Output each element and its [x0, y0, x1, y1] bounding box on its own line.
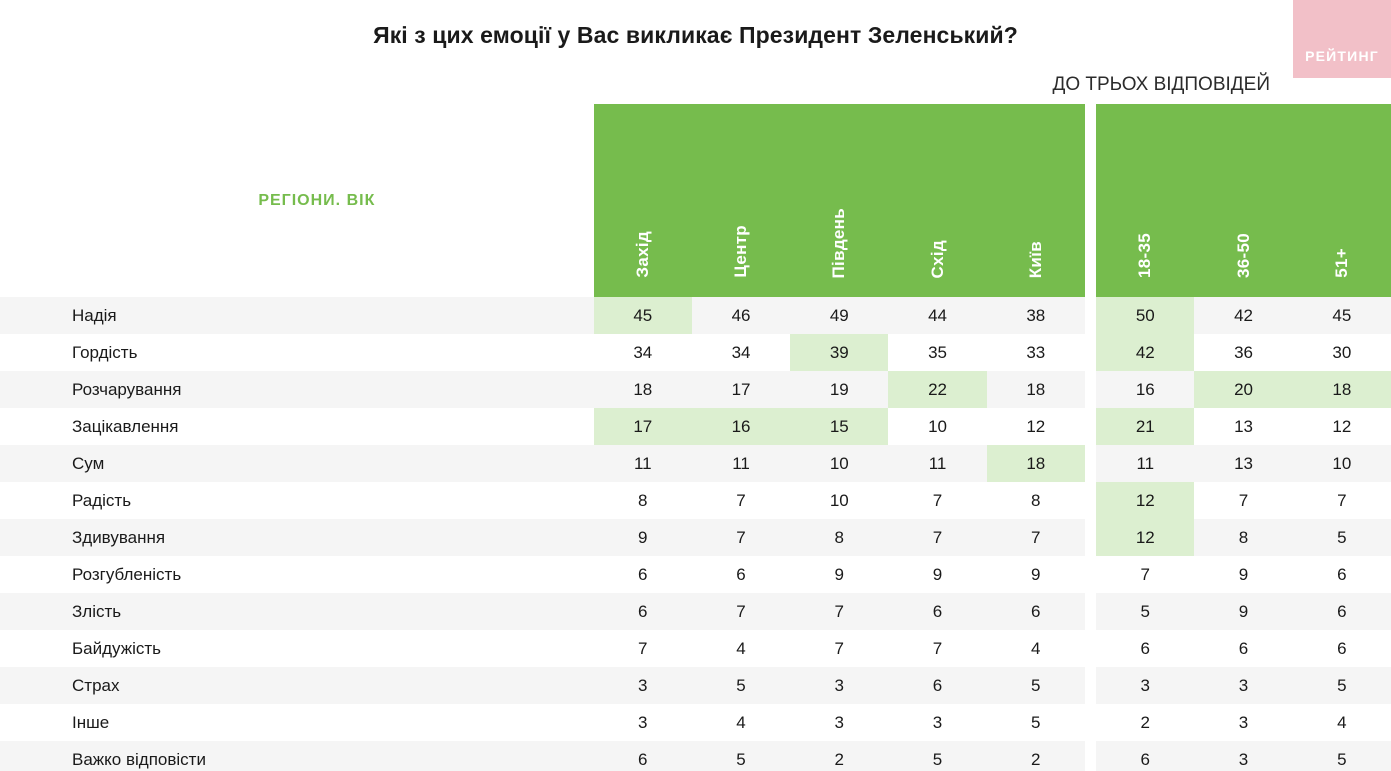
table-cell: 10 — [790, 445, 888, 482]
table-cell: 8 — [594, 482, 692, 519]
row-label: Сум — [0, 445, 594, 482]
table-cell: 12 — [1096, 482, 1194, 519]
table-cell: 7 — [987, 519, 1085, 556]
table-cell: 7 — [790, 630, 888, 667]
column-header-4 — [888, 104, 986, 297]
table-cell: 39 — [790, 334, 888, 371]
row-label: Інше — [0, 704, 594, 741]
table-row — [0, 482, 1391, 519]
table-cell: 3 — [790, 667, 888, 704]
column-group-gap — [1085, 741, 1096, 771]
column-group-gap — [1085, 704, 1096, 741]
table-row — [0, 334, 1391, 371]
table-cell: 18 — [987, 371, 1085, 408]
table-corner-header — [0, 104, 594, 297]
table-cell: 46 — [692, 297, 790, 334]
table-cell: 4 — [1293, 704, 1391, 741]
table-cell: 35 — [888, 334, 986, 371]
column-header-label: Київ — [1025, 240, 1045, 278]
table-cell: 45 — [1293, 297, 1391, 334]
table-cell: 19 — [790, 371, 888, 408]
table-cell: 7 — [692, 593, 790, 630]
table-cell: 2 — [790, 741, 888, 771]
table-cell: 11 — [692, 445, 790, 482]
table-cell: 3 — [1194, 704, 1292, 741]
table-cell: 2 — [1096, 704, 1194, 741]
table-cell: 6 — [1096, 630, 1194, 667]
column-group-gap — [1085, 667, 1096, 704]
table-cell: 12 — [1096, 519, 1194, 556]
table-cell: 16 — [692, 408, 790, 445]
table-cell: 5 — [1293, 519, 1391, 556]
table-cell: 6 — [594, 556, 692, 593]
column-group-gap — [1085, 104, 1096, 297]
table-cell: 7 — [1293, 482, 1391, 519]
table-cell: 3 — [1194, 741, 1292, 771]
column-group-gap — [1085, 371, 1096, 408]
column-group-gap — [1085, 408, 1096, 445]
table-cell: 42 — [1096, 334, 1194, 371]
row-label: Байдужість — [0, 630, 594, 667]
column-header-label: 18-35 — [1135, 233, 1155, 278]
table-cell: 9 — [1194, 556, 1292, 593]
table-cell: 11 — [594, 445, 692, 482]
table-row — [0, 408, 1391, 445]
table-cell: 10 — [790, 482, 888, 519]
table-row — [0, 741, 1391, 771]
table-cell: 4 — [692, 630, 790, 667]
table-cell: 9 — [790, 556, 888, 593]
table-cell: 6 — [888, 593, 986, 630]
table-cell: 20 — [1194, 371, 1292, 408]
column-header-label: 36-50 — [1233, 233, 1253, 278]
table-cell: 7 — [888, 519, 986, 556]
table-cell: 17 — [692, 371, 790, 408]
table-cell: 5 — [987, 704, 1085, 741]
row-label: Гордість — [0, 334, 594, 371]
table-cell: 18 — [594, 371, 692, 408]
row-label: Розчарування — [0, 371, 594, 408]
column-group-gap — [1085, 334, 1096, 371]
table-cell: 6 — [1293, 556, 1391, 593]
table-cell: 33 — [987, 334, 1085, 371]
table-cell: 17 — [594, 408, 692, 445]
table-row — [0, 297, 1391, 334]
table-cell: 5 — [692, 741, 790, 771]
table-cell: 22 — [888, 371, 986, 408]
chart-subtitle: ДО ТРЬОХ ВІДПОВІДЕЙ — [1052, 74, 1270, 95]
column-header-label: Центр — [731, 225, 751, 278]
column-group-gap — [1085, 482, 1096, 519]
table-cell: 3 — [1194, 667, 1292, 704]
table-cell: 8 — [987, 482, 1085, 519]
table-cell: 10 — [888, 408, 986, 445]
table-cell: 9 — [594, 519, 692, 556]
table-body — [0, 297, 1391, 771]
table-cell: 3 — [790, 704, 888, 741]
table-cell: 7 — [594, 630, 692, 667]
table-cell: 7 — [692, 482, 790, 519]
column-group-gap — [1085, 556, 1096, 593]
table-cell: 36 — [1194, 334, 1292, 371]
brand-logo-text: РЕЙТИНГ — [1305, 48, 1379, 64]
table-cell: 5 — [1096, 593, 1194, 630]
brand-logo — [1293, 0, 1391, 78]
row-label: Здивування — [0, 519, 594, 556]
table-cell: 34 — [692, 334, 790, 371]
table-cell: 7 — [692, 519, 790, 556]
table-cell: 4 — [987, 630, 1085, 667]
table-cell: 3 — [1096, 667, 1194, 704]
column-header-1 — [594, 104, 692, 297]
page-title: Які з цих емоції у Вас викликає Президент Зеленський? — [373, 22, 1018, 48]
table-row — [0, 519, 1391, 556]
column-header-8 — [1293, 104, 1391, 297]
table-cell: 5 — [888, 741, 986, 771]
table-cell: 7 — [1096, 556, 1194, 593]
table-cell: 3 — [888, 704, 986, 741]
data-table — [0, 104, 1391, 771]
table-row — [0, 593, 1391, 630]
table-cell: 42 — [1194, 297, 1292, 334]
table-cell: 13 — [1194, 408, 1292, 445]
table-cell: 4 — [692, 704, 790, 741]
table-cell: 9 — [987, 556, 1085, 593]
column-group-gap — [1085, 297, 1096, 334]
table-cell: 13 — [1194, 445, 1292, 482]
row-label: Злість — [0, 593, 594, 630]
table-cell: 6 — [888, 667, 986, 704]
table-cell: 3 — [594, 667, 692, 704]
table-cell: 6 — [594, 593, 692, 630]
table-cell: 18 — [987, 445, 1085, 482]
table-cell: 11 — [888, 445, 986, 482]
table-cell: 16 — [1096, 371, 1194, 408]
table-head — [0, 104, 1391, 297]
column-header-2 — [692, 104, 790, 297]
table-cell: 2 — [987, 741, 1085, 771]
column-group-gap — [1085, 630, 1096, 667]
table-cell: 3 — [594, 704, 692, 741]
column-group-gap — [1085, 519, 1096, 556]
table-row — [0, 445, 1391, 482]
table-cell: 5 — [987, 667, 1085, 704]
table-cell: 21 — [1096, 408, 1194, 445]
table-cell: 11 — [1096, 445, 1194, 482]
table-cell: 5 — [1293, 667, 1391, 704]
table-cell: 34 — [594, 334, 692, 371]
column-header-label: Південь — [829, 207, 849, 278]
table-cell: 49 — [790, 297, 888, 334]
table-cell: 45 — [594, 297, 692, 334]
column-header-5 — [987, 104, 1085, 297]
column-header-6 — [1096, 104, 1194, 297]
row-label: Надія — [0, 297, 594, 334]
row-label: Радість — [0, 482, 594, 519]
table-cell: 15 — [790, 408, 888, 445]
table-row — [0, 630, 1391, 667]
table-cell: 7 — [888, 482, 986, 519]
table-cell: 12 — [1293, 408, 1391, 445]
table-cell: 6 — [987, 593, 1085, 630]
table-cell: 7 — [1194, 482, 1292, 519]
table-cell: 6 — [1293, 630, 1391, 667]
column-group-gap — [1085, 593, 1096, 630]
table-cell: 6 — [594, 741, 692, 771]
column-header-label: 51+ — [1331, 248, 1351, 278]
table-cell: 6 — [1293, 593, 1391, 630]
table-cell: 9 — [1194, 593, 1292, 630]
table-cell: 10 — [1293, 445, 1391, 482]
table-cell: 9 — [888, 556, 986, 593]
column-header-3 — [790, 104, 888, 297]
table-cell: 5 — [692, 667, 790, 704]
table-cell: 38 — [987, 297, 1085, 334]
row-label: Страх — [0, 667, 594, 704]
table-cell: 6 — [692, 556, 790, 593]
table-cell: 5 — [1293, 741, 1391, 771]
table-cell: 12 — [987, 408, 1085, 445]
table-cell: 44 — [888, 297, 986, 334]
table-row — [0, 371, 1391, 408]
table-header-row — [0, 104, 1391, 297]
column-header-7 — [1194, 104, 1292, 297]
table-cell: 6 — [1194, 630, 1292, 667]
table-cell: 6 — [1096, 741, 1194, 771]
column-header-label: Схід — [927, 239, 947, 278]
table-row — [0, 667, 1391, 704]
table-cell: 30 — [1293, 334, 1391, 371]
table-cell: 50 — [1096, 297, 1194, 334]
table-cell: 8 — [1194, 519, 1292, 556]
table-cell: 18 — [1293, 371, 1391, 408]
row-label: Зацікавлення — [0, 408, 594, 445]
table-row — [0, 556, 1391, 593]
row-label: Важко відповісти — [0, 741, 594, 771]
table-row — [0, 704, 1391, 741]
column-group-gap — [1085, 445, 1096, 482]
table-cell: 7 — [888, 630, 986, 667]
row-dimension-label: РЕГІОНИ. ВІК — [258, 191, 376, 209]
row-label: Розгубленість — [0, 556, 594, 593]
column-header-label: Захід — [632, 231, 652, 278]
table-cell: 7 — [790, 593, 888, 630]
table-cell: 8 — [790, 519, 888, 556]
